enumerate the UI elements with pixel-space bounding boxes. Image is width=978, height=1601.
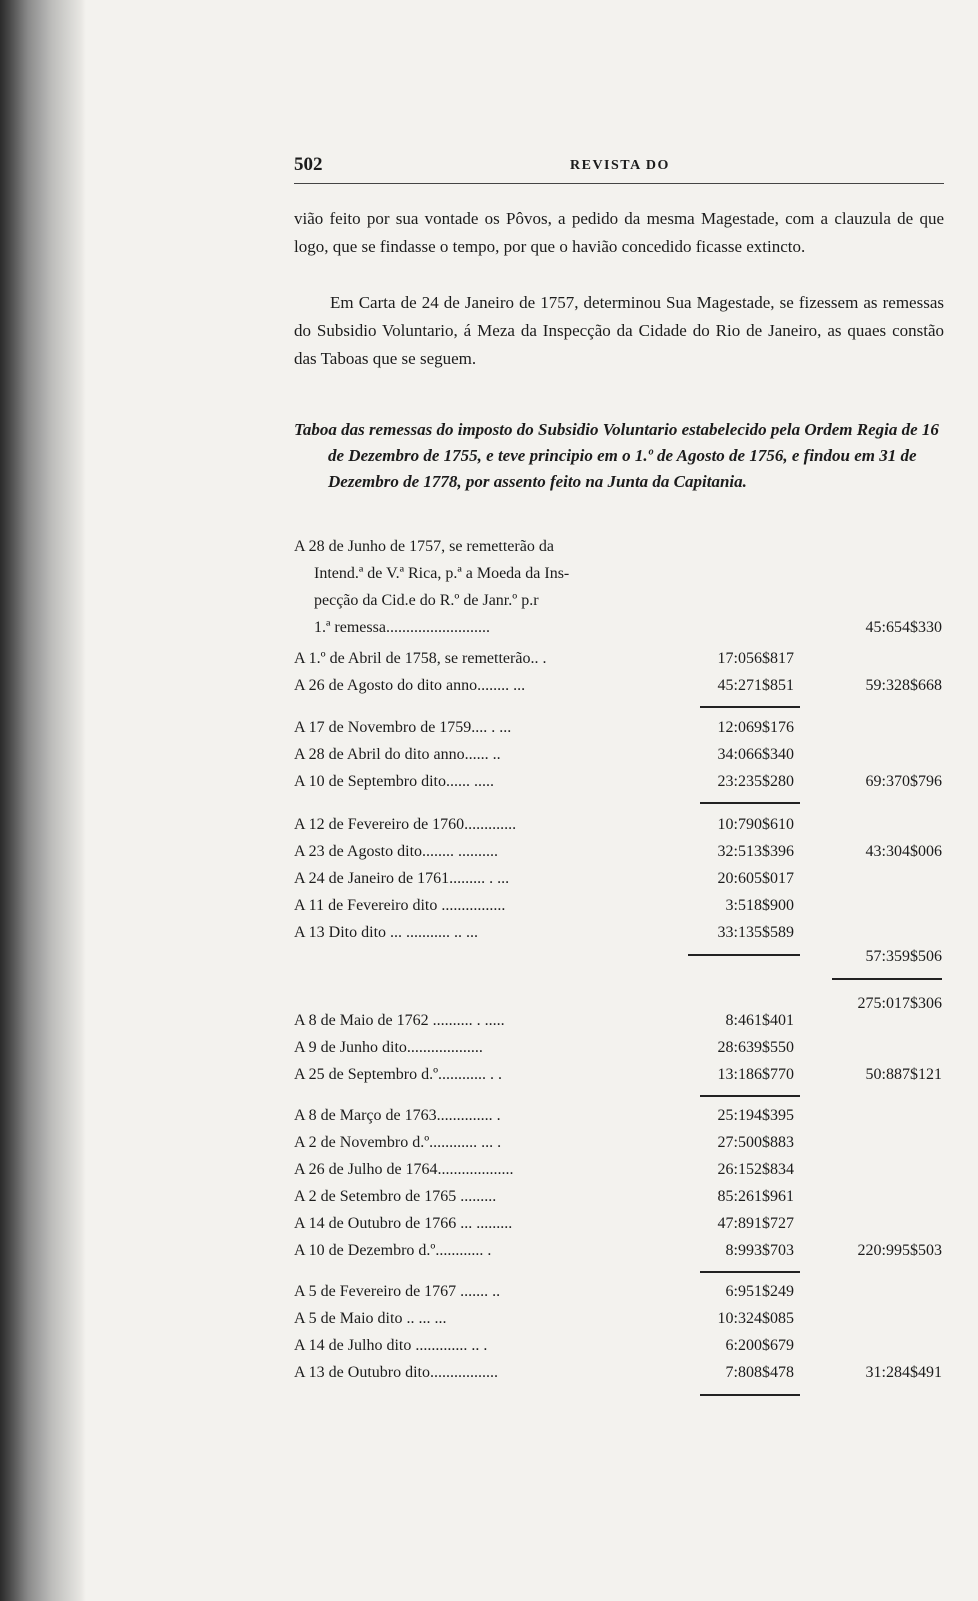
entry-description: A 28 de Abril do dito anno...... .. bbox=[294, 746, 501, 763]
entry-description: A 26 de Agosto do dito anno........ ... bbox=[294, 677, 526, 694]
sum-rule bbox=[700, 706, 800, 708]
entry-description: A 5 de Maio dito .. ... ... bbox=[294, 1310, 447, 1327]
entry-value: 17:056$817 bbox=[717, 650, 794, 667]
entry-description: A 1.º de Abril de 1758, se remetterão.. . bbox=[294, 650, 547, 667]
entry-value: 13:186$770 bbox=[717, 1066, 794, 1083]
entry-description: A 26 de Julho de 1764................... bbox=[294, 1161, 514, 1178]
table-row bbox=[294, 1039, 944, 1063]
table-row bbox=[294, 1364, 944, 1388]
entry-description: A 10 de Dezembro d.º............ . bbox=[294, 1242, 492, 1259]
grand-total: 275:017$306 bbox=[857, 995, 942, 1012]
entry-value: 10:324$085 bbox=[717, 1310, 794, 1327]
header-rule bbox=[294, 183, 944, 184]
entry-description: A 9 de Junho dito................... bbox=[294, 1039, 483, 1056]
entry-value: 23:235$280 bbox=[717, 773, 794, 790]
entry-total: 59:328$668 bbox=[865, 677, 942, 694]
entry-description: 1.ª remessa.......................... bbox=[314, 619, 490, 636]
table-row bbox=[294, 1283, 944, 1307]
entry-description: A 17 de Novembro de 1759.... . ... bbox=[294, 719, 512, 736]
table-row bbox=[294, 1134, 944, 1158]
table-row bbox=[294, 1242, 944, 1266]
entry-value: 28:639$550 bbox=[717, 1039, 794, 1056]
entry-total: 43:304$006 bbox=[865, 843, 942, 860]
entry-description: A 23 de Agosto dito........ .......... bbox=[294, 843, 499, 860]
entry-value: 7:808$478 bbox=[725, 1364, 794, 1381]
table-row bbox=[294, 843, 944, 867]
table-row bbox=[294, 619, 944, 643]
entry-total: 57:359$506 bbox=[865, 948, 942, 965]
entry-total: 31:284$491 bbox=[865, 1364, 942, 1381]
entry-description: A 11 de Fevereiro dito ................ bbox=[294, 897, 506, 914]
entry-value: 6:200$679 bbox=[725, 1337, 794, 1354]
table-row bbox=[294, 1107, 944, 1131]
entry-description: A 13 de Outubro dito................. bbox=[294, 1364, 498, 1381]
table-row bbox=[294, 650, 944, 674]
table-caption bbox=[294, 417, 946, 495]
entry-description: A 8 de Março de 1763.............. . bbox=[294, 1107, 501, 1124]
entry-value: 3:518$900 bbox=[725, 897, 794, 914]
entry-description: A 24 de Janeiro de 1761......... . ... bbox=[294, 870, 510, 887]
entry-value: 25:194$395 bbox=[717, 1107, 794, 1124]
sum-rule bbox=[700, 1394, 800, 1396]
entry-description: A 10 de Septembro dito...... ..... bbox=[294, 773, 494, 790]
entry-total: 45:654$330 bbox=[865, 619, 942, 636]
table-row bbox=[294, 538, 944, 562]
running-title: REVISTA DO bbox=[570, 158, 670, 173]
entry-value: 33:135$589 bbox=[717, 924, 794, 941]
table-row bbox=[294, 816, 944, 840]
table-row bbox=[294, 1310, 944, 1334]
table-row bbox=[294, 948, 944, 972]
table-row bbox=[294, 1066, 944, 1090]
table-row bbox=[294, 1215, 944, 1239]
table-row bbox=[294, 924, 944, 948]
entry-total: 220:995$503 bbox=[857, 1242, 942, 1259]
entry-value: 26:152$834 bbox=[717, 1161, 794, 1178]
entry-total: 50:887$121 bbox=[865, 1066, 942, 1083]
table-row bbox=[294, 565, 944, 589]
table-row bbox=[294, 746, 944, 770]
table-row bbox=[294, 592, 944, 616]
sum-rule bbox=[700, 1095, 800, 1097]
table-row bbox=[294, 870, 944, 894]
table-row bbox=[294, 1012, 944, 1036]
entry-value: 8:993$703 bbox=[725, 1242, 794, 1259]
entry-description: A 14 de Julho dito ............. .. . bbox=[294, 1337, 488, 1354]
sum-rule bbox=[700, 1271, 800, 1273]
entry-value: 12:069$176 bbox=[717, 719, 794, 736]
entry-description: pecção da Cid.e do R.º de Janr.º p.r bbox=[314, 592, 539, 609]
entry-value: 32:513$396 bbox=[717, 843, 794, 860]
entry-value: 34:066$340 bbox=[717, 746, 794, 763]
entry-value: 45:271$851 bbox=[717, 677, 794, 694]
table-row bbox=[294, 1188, 944, 1212]
table-row bbox=[294, 1161, 944, 1185]
entry-value: 6:951$249 bbox=[725, 1283, 794, 1300]
entry-description: A 13 Dito dito ... ........... .. ... bbox=[294, 924, 479, 941]
entry-value: 85:261$961 bbox=[717, 1188, 794, 1205]
entry-value: 10:790$610 bbox=[717, 816, 794, 833]
table-row bbox=[294, 677, 944, 701]
paragraph-continuation: vião feito por sua vontade os Pôvos, a pedido da mesma Magestade, com a clauzula de que logo, que se findasse o tempo, por que o havião concedido ficasse extincto. bbox=[294, 209, 944, 256]
table-row bbox=[294, 1337, 944, 1361]
entry-total: 69:370$796 bbox=[865, 773, 942, 790]
entry-description: A 2 de Novembro d.º............ ... . bbox=[294, 1134, 502, 1151]
table-caption-text: Taboa das remessas do imposto do Subsidio Voluntario estabelecido pela Ordem Regia de 16 de Dezembro de 1755, e teve principio em o 1.º de Agosto de 1756, e findou em 31 de Dezembro de 1778, por assento feito na Junta da Capitania. bbox=[294, 420, 939, 491]
entry-value: 47:891$727 bbox=[717, 1215, 794, 1232]
entry-description: Intend.ª de V.ª Rica, p.ª a Moeda da Ins- bbox=[314, 565, 570, 582]
entry-value: 20:605$017 bbox=[717, 870, 794, 887]
entry-value: 27:500$883 bbox=[717, 1134, 794, 1151]
entry-description: A 5 de Fevereiro de 1767 ....... .. bbox=[294, 1283, 501, 1300]
page-number: 502 bbox=[294, 154, 323, 175]
entry-description: A 12 de Fevereiro de 1760............. bbox=[294, 816, 517, 833]
entry-description: A 8 de Maio de 1762 .......... . ..... bbox=[294, 1012, 505, 1029]
sum-rule bbox=[700, 802, 800, 804]
entry-description: A 25 de Septembro d.º............ . . bbox=[294, 1066, 503, 1083]
table-row bbox=[294, 897, 944, 921]
paragraph-carta: Em Carta de 24 de Janeiro de 1757, determinou Sua Magestade, se fizessem as remessas do Subsidio Voluntario, á Meza da Inspecção da Cidade do Rio de Janeiro, as quaes constão das Taboas que se seguem. bbox=[294, 293, 944, 368]
entry-value: 8:461$401 bbox=[725, 1012, 794, 1029]
entry-description: A 28 de Junho de 1757, se remetterão da bbox=[294, 538, 554, 555]
table-row bbox=[294, 773, 944, 797]
entry-description: A 2 de Setembro de 1765 ......... bbox=[294, 1188, 497, 1205]
table-row bbox=[294, 719, 944, 743]
entry-description: A 14 de Outubro de 1766 ... ......... bbox=[294, 1215, 513, 1232]
total-rule bbox=[832, 978, 942, 980]
